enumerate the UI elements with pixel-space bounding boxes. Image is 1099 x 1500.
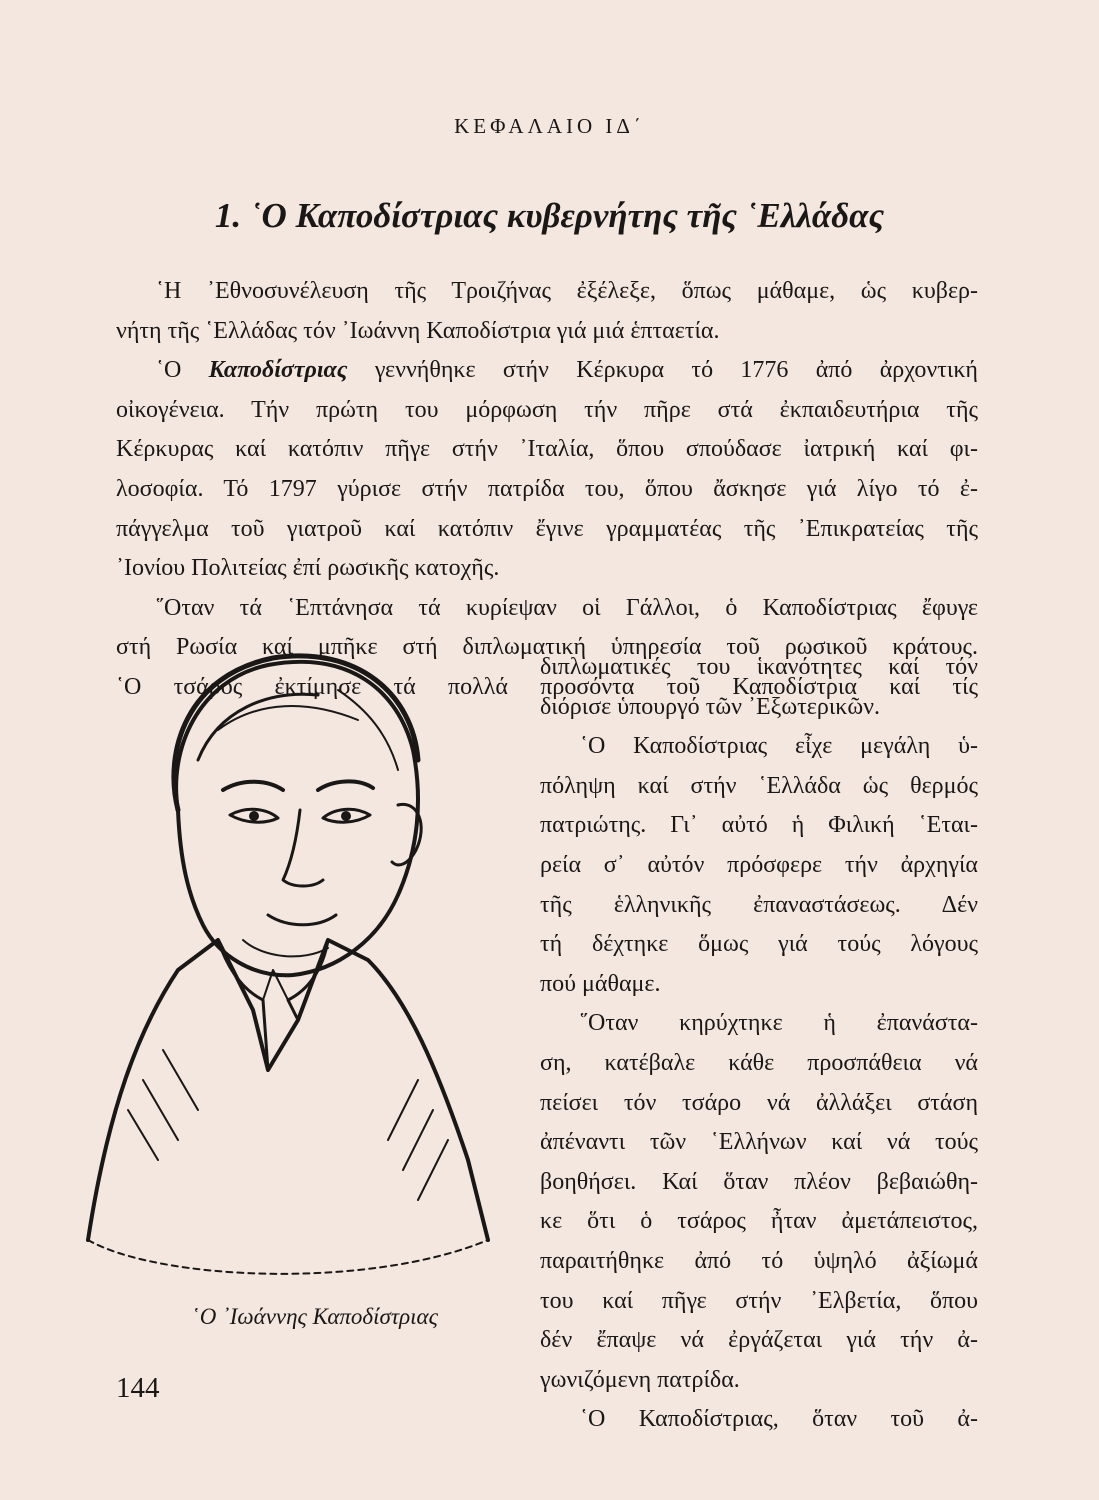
text-line: πού μάθαμε. xyxy=(540,970,661,997)
text-line: γωνιζόμενη πατρίδα. xyxy=(540,1366,740,1393)
text-line: διόρισε ὑπουργό τῶν ᾿Εξωτερικῶν. xyxy=(540,693,881,720)
body-text-right-column xyxy=(540,648,978,1440)
text-line: ῾Ο Καποδίστριας γεννήθηκε στήν Κέρκυρα τό 1776 ἀπό ἀρχοντική xyxy=(156,357,978,384)
text-line: οἰκογένεια. Τήν πρώτη του μόρφωση τήν πῆρε στά ἐκπαιδευτήρια τῆς xyxy=(116,396,978,423)
text-line: ῾Ο Καποδίστριας εἶχε μεγάλη ὑ- xyxy=(580,733,978,760)
text-line: ῾Η ᾿Εθνοσυνέλευση τῆς Τροιζήνας ἐξέλεξε, ὅπως μάθαμε, ὡς κυβερ- xyxy=(156,278,978,304)
section-title: 1. ῾Ο Καποδίστριας κυβερνήτης τῆς ῾Ελλάδας xyxy=(214,196,885,235)
text-line: νήτη τῆς ῾Ελλάδας τόν ᾿Ιωάννη Καποδίστρια γιά μιά ἑπταετία. xyxy=(116,317,720,344)
text-line: ῞Οταν κηρύχτηκε ἡ ἐπανάστα- xyxy=(580,1010,978,1037)
text-line: βοηθήσει. Καί ὅταν πλέον βεβαιώθη- xyxy=(540,1168,978,1195)
text-line: πόληψη καί στήν ῾Ελλάδα ὡς θερμός xyxy=(540,772,978,799)
text-line: πείσει τόν τσάρο νά ἀλλάξει στάση xyxy=(540,1089,978,1116)
text-line: ρεία σ᾿ αὐτόν πρόσφερε τήν ἀρχηγία xyxy=(540,851,978,878)
text-line: παραιτήθηκε ἀπό τό ὑψηλό ἀξίωμά xyxy=(540,1247,978,1274)
text-line: λοσοφία. Τό 1797 γύρισε στήν πατρίδα του, ὅπου ἄσκησε γιά λίγο τό ἐ- xyxy=(116,475,978,502)
text-line: ση, κατέβαλε κάθε προσπάθεια νά xyxy=(540,1049,978,1076)
text-line: ῾Ο τσάρος ἐκτίμησε τά πολλά προσόντα τοῦ Καποδίστρια καί τίς xyxy=(116,673,978,700)
text-line: ῾Ο Καποδίστριας, ὅταν τοῦ ἀ- xyxy=(580,1406,978,1433)
page-number: 144 xyxy=(116,1372,160,1404)
text-line: στή Ρωσία καί μπῆκε στή διπλωματική ὑπηρεσία τοῦ ρωσικοῦ κράτους. xyxy=(116,634,978,661)
text-line: Κέρκυρας καί κατόπιν πῆγε στήν ᾿Ιταλία, ὅπου σπούδασε ἰατρική καί φι- xyxy=(116,436,978,463)
text-line: κε ὅτι ὁ τσάρος ἦταν ἀμετάπειστος, xyxy=(540,1208,978,1235)
text-line: διπλωματικές του ἱκανότητες καί τόν xyxy=(540,654,978,680)
text-line: τή δέχτηκε ὅμως γιά τούς λόγους xyxy=(540,931,978,958)
portrait-illustration xyxy=(68,640,508,1300)
text-line: ῞Οταν τά ῾Επτάνησα τά κυρίεψαν οἱ Γάλλοι, ὁ Καποδίστριας ἔφυγε xyxy=(156,594,978,621)
text-line: πατριώτης. Γι᾿ αὐτό ἡ Φιλική ῾Εται- xyxy=(540,812,978,839)
text-line: πάγγελμα τοῦ γιατροῦ καί κατόπιν ἔγινε γραμματέας τῆς ᾿Επικρατείας τῆς xyxy=(116,515,978,542)
text-line: ἀπέναντι τῶν ῾Ελλήνων καί νά τούς xyxy=(540,1129,978,1156)
portrait-caption: ῾Ο ᾿Ιωάννης Καποδίστριας xyxy=(192,1304,438,1329)
text-line: του καί πῆγε στήν ᾿Ελβετία, ὅπου xyxy=(540,1287,978,1314)
bold-name: Καποδίστριας xyxy=(208,357,348,384)
text-line: δέν ἔπαψε νά ἐργάζεται γιά τήν ἀ- xyxy=(540,1327,978,1354)
chapter-heading: ΚΕΦΑΛΑΙΟ ΙΔ΄ xyxy=(454,114,645,138)
text-line: ᾿Ιονίου Πολιτείας ἐπί ρωσικῆς κατοχῆς. xyxy=(116,555,500,582)
text-line: τῆς ἑλληνικῆς ἐπαναστάσεως. Δέν xyxy=(540,891,978,918)
